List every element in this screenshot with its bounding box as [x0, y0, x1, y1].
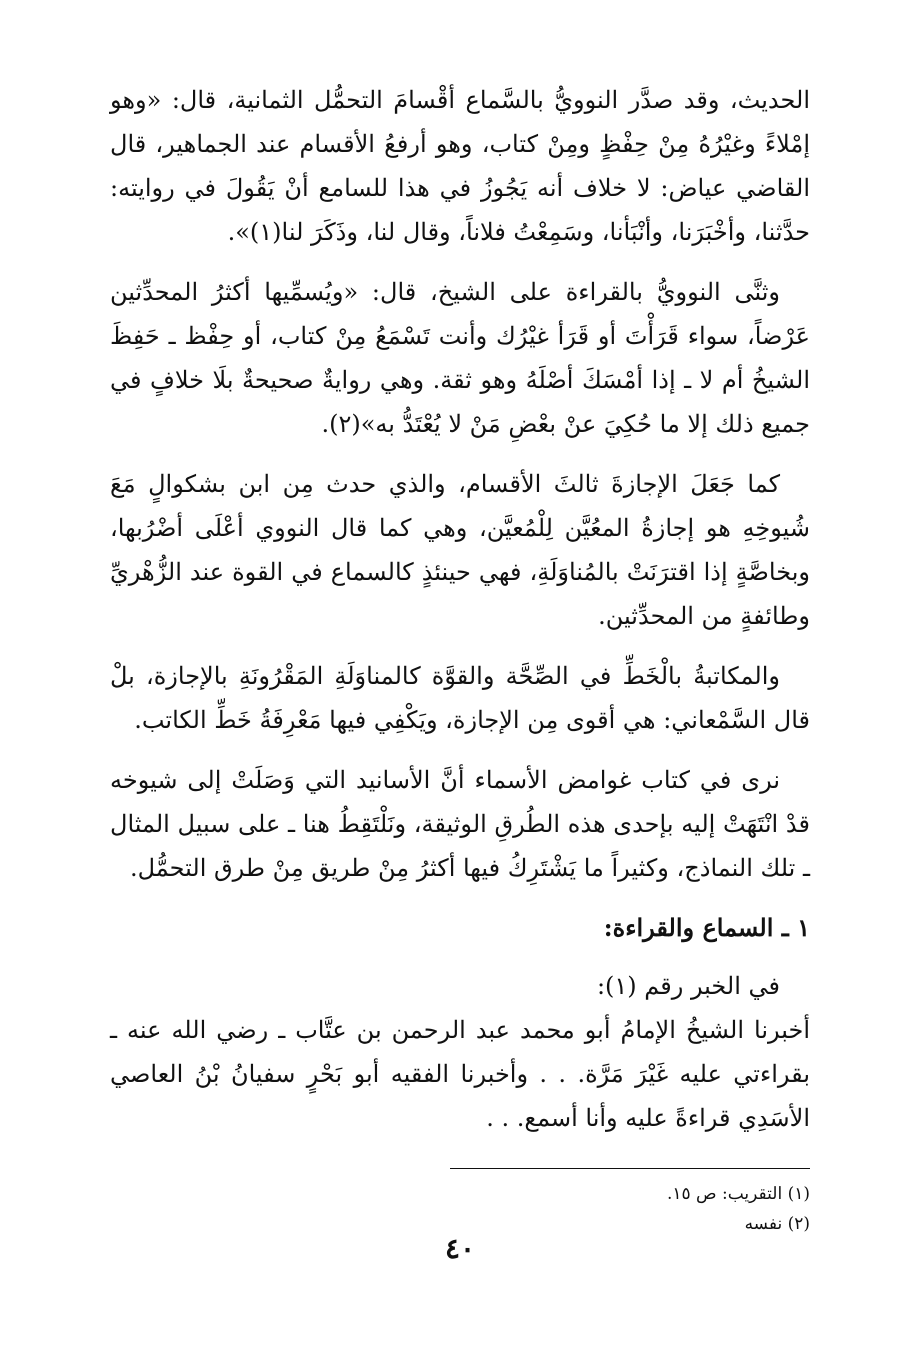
footnote-2: (٢) نفسه — [744, 1214, 810, 1234]
footnote-divider — [450, 1168, 810, 1169]
paragraph-ghawamid: نرى في كتاب غوامض الأسماء أنَّ الأسانيد التي وَصَلَتْ إلى شيوخه قدْ انْتَهَتْ إليه بإحدى هذه الطُرقِ الوثيقة، ونَلْتَقِطُ هنا ـ على سبيل المثال ـ تلك النماذج، وكثيراً ما يَشْتَرِكُ فيها أكثرُ مِنْ طريق مِنْ طرق التحمُّل. — [110, 766, 810, 882]
page-body — [110, 78, 810, 1346]
footnote-1: (١) التقريب: ص ١٥. — [666, 1184, 810, 1204]
paragraph-ijaza: كما جَعَلَ الإجازةَ ثالثَ الأقسام، والذي حدث مِن ابن بشكوالٍ مَعَ شُيوخِهِ هو إجازةُ المعُيَّن لِلْمُعيَّن، وهي كما قال النووي أعْلَى أضْرُبها، وبخاصَّةٍ إذا اقترَنَتْ بالمُناوَلَةِ، فهي حينئذٍ كالسماع في القوة عند الزُّهْريِّ وطائفةٍ من المحدِّثين. — [110, 470, 810, 630]
paragraph-samaa: الحديث، وقد صدَّر النوويُّ بالسَّماع أقْسامَ التحمُّل الثمانية، قال: «وهو إمْلاءً وغيْرُهُ مِنْ حِفْظٍ ومِنْ كتاب، وهو أرفعُ الأقسام عند الجماهير، قال القاضي عياض: لا خلاف أنه يَجُوزُ في هذا للسامع أنْ يَقُولَ في روايته: حدَّثنا، وأخْبَرَنا، وأنْبَأنا، وسَمِعْتُ فلاناً، وقال لنا، وذَكَرَ لنا(١)». — [110, 86, 810, 246]
paragraph-qiraa: وثنَّى النوويُّ بالقراءة على الشيخ، قال: «ويُسمِّيها أكثرُ المحدِّثين عَرْضاً، سواء قَرَأْتَ أو قَرَأ غيْرُك وأنت تَسْمَعُ مِنْ كتاب، أو حِفْظ ـ حَفِظَ الشيخُ أم لا ـ إذا أمْسَكَ أصْلَهُ وهو ثقة. وهي روايةٌ صحيحةٌ بلَا خلافٍ في جميع ذلك إلا ما حُكِيَ عنْ بعْضِ مَنْ لا يُعْتَدُّ به»(٢). — [110, 278, 810, 438]
paragraph-mukataba: والمكاتبةُ بالْخَطِّ في الصِّحَّة والقوَّة كالمناوَلَةِ المَقْرُونَةِ بالإجازة، بلْ قال السَّمْعاني: هي أقوى مِن الإجازة، ويَكْفِي فيها مَعْرِفَةُ خَطِّ الكاتب. — [110, 662, 810, 734]
subheading-khabar: في الخبر رقم (١): — [596, 972, 780, 1000]
paragraph-isnad: أخبرنا الشيخُ الإمامُ أبو محمد عبد الرحمن بن عتَّاب ـ رضي الله عنه ـ بقراءتي عليه غَيْرَ مَرَّة. . . وأخبرنا الفقيه أبو بَحْرٍ سفيانُ بْنُ العاصي الأسَدِي قراءةً عليه وأنا أسمع. . . — [110, 1016, 810, 1132]
page-number: ٤٠ — [444, 1232, 476, 1265]
section-heading: ١ ـ السماع والقراءة: — [603, 913, 810, 942]
